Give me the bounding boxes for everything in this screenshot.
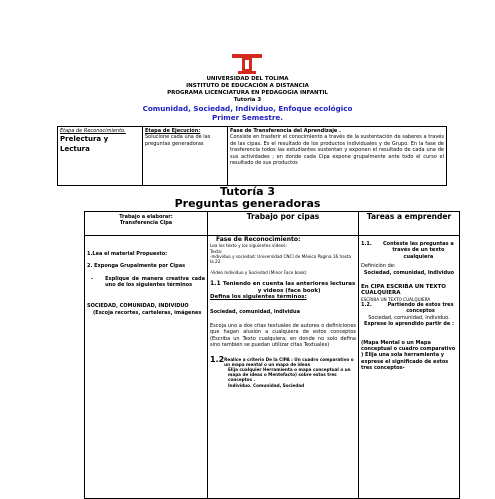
semester-heading: Primer Semestre. xyxy=(212,113,283,122)
col1-header-line2: Transferencia Cipa xyxy=(119,220,173,227)
stage-execution-label: Etapa de Ejecución: xyxy=(145,128,201,134)
stages-table xyxy=(57,126,447,186)
tutoria-label: Tutoria 3 xyxy=(233,97,262,103)
col2-texto: Texto: xyxy=(210,248,223,254)
col2-read: Lea los texto y los siguientes videos: xyxy=(210,243,287,249)
col3-num-1-1: 1.1. xyxy=(361,241,372,247)
stage-recognition-value: Prelectura y Lectura xyxy=(60,135,109,154)
col1-item-4: SOCIEDAD, COMUNIDAD, INDIVIDUO xyxy=(87,302,189,309)
col3-header: Tareas a emprender xyxy=(359,212,460,236)
col1-item-1: 1.Lea el material Propuesto: xyxy=(87,251,168,257)
col1-item-5: (Escoja recortes, carteleras, imágenes xyxy=(93,310,202,317)
col1-header-line1: Trabajo a elaborar: xyxy=(119,214,173,220)
topic-heading: Comunidad, Sociedad, Individuo, Enfoque ecológico xyxy=(142,104,353,113)
questions-table xyxy=(84,211,460,499)
col2-video: -Video Individuo y Sociedad (Minor Face book) xyxy=(210,270,307,276)
col2-header: Trabajo por cipas xyxy=(208,212,359,236)
dash-bullet: - xyxy=(91,275,94,282)
col3-item-1-1 xyxy=(361,241,457,260)
col3-t12-map: (Mapa Mental o un Mapa conceptual o cuadro comparativo ) Elija una sola herramienta y exprese el significado de estos tres conceptos- xyxy=(361,339,456,372)
page-title: Tutoría 3 xyxy=(219,185,276,198)
page-subtitle: Preguntas generadoras xyxy=(174,197,321,210)
col3-cipa: En CIPA ESCRIBA UN TEXTO CUALQUIERA xyxy=(361,284,446,297)
col1-body xyxy=(85,236,208,499)
stage-recognition-cell xyxy=(58,127,143,186)
col2-defina: Defina los siguientes términos: xyxy=(210,294,307,301)
col1-item-3-text: Explique de manera creativa cada uno de los siguientes términos xyxy=(105,275,205,289)
col2-terms: Sociedad, comunidad, individua xyxy=(210,308,300,315)
stage-transfer-label: Fase de Transferencia del Aprendizaje . xyxy=(230,128,341,134)
col2-text-1-2c: Individuo. Comunidad, Sociedad xyxy=(228,382,305,388)
col1-header xyxy=(85,212,208,236)
col3-text-1-2: Partiendo de estos tres conceptos xyxy=(387,302,454,315)
stage-transfer-text: Consiste en trasferir el conocimiento a través de la sustentación de saberes a través de las cipas. Es el resultado de los productos individuales y de Grupo. En la fase de trasferencia todos las estudiantes sustentan y exponen el resultado de cada una de sus actividades ; en donde cada Cipa expone grupalmente ante todo el curso el resultado de sus productos xyxy=(230,134,444,167)
col2-phase: Fase de Reconocimiento: xyxy=(216,236,301,243)
col3-body xyxy=(359,236,460,499)
stage-transfer-cell xyxy=(228,127,447,186)
col3-item-1-2 xyxy=(361,302,457,315)
col3-t12-terms: Sociedad, comunidad, Individuo. xyxy=(368,314,450,321)
col3-text-1-1: Conteste las preguntas a través de un texto cualquiera xyxy=(383,241,454,260)
col3-def: Definición de: xyxy=(361,263,396,270)
institute-name: INSTITUTO DE EDUCACIÓN A DISTANCIA xyxy=(186,83,309,89)
col2-item-1-2 xyxy=(210,354,356,367)
stage-execution-value: Solucione cada una de las preguntas generadoras xyxy=(145,134,211,147)
col2-item-1-1 xyxy=(210,281,356,294)
col1-item-2: 2. Exponga Grupalmente por Cipas xyxy=(87,263,186,270)
col3-def-terms: Sociedad, comunidad, Individuo xyxy=(363,269,455,276)
col2-num-1-1: 1.1 xyxy=(210,280,221,288)
col3-t12-exp: Exprese lo aprendido partir de : xyxy=(364,321,454,328)
col2-choose: Escoja uno a dos citas textuales de autores o definiciones que hagan alusión a cualquiera de estos conceptos (Escriba un Texto cualquiera; en donde no solo defina sino también se puedan utilizar citas Textuales) xyxy=(210,323,356,349)
col3-cipa-small: ESCRIBA UN TEXTO CUALQUIERA xyxy=(361,296,431,302)
col3-num-1-2: 1.2. xyxy=(361,302,372,309)
col2-body xyxy=(208,236,359,499)
university-name: UNIVERSIDAD DEL TOLIMA xyxy=(206,76,289,82)
col2-texto-detail: -Individuo y sociedad: Universidad CNCI de México Pagina 16 hasta la 22. xyxy=(210,253,352,265)
col2-num-1-2: 1.2 xyxy=(210,354,225,364)
col2-text-1-2a: Realice a criterio De la CIPA : Un cuadro comparativo o un mapa mental o un mapa de ideas xyxy=(224,356,354,367)
stage-recognition-label: Etapa de Reconocimiento. xyxy=(60,128,126,134)
col2-text-1-1: Teniendo en cuenta las anteriores lecturas y videos (face book) xyxy=(222,281,356,294)
col2-text-1-2b: Elija cualquier Herramienta o mapa conceptual o un mapa de ideas o Mentefacto) sobre estos tres conceptos . xyxy=(228,367,351,383)
stage-execution-cell xyxy=(143,127,228,186)
university-logo xyxy=(232,54,262,74)
col1-item-3 xyxy=(87,276,205,289)
program-name: PROGRAMA LICENCIATURA EN PEDAGOGIA INFANTIL xyxy=(167,90,328,96)
